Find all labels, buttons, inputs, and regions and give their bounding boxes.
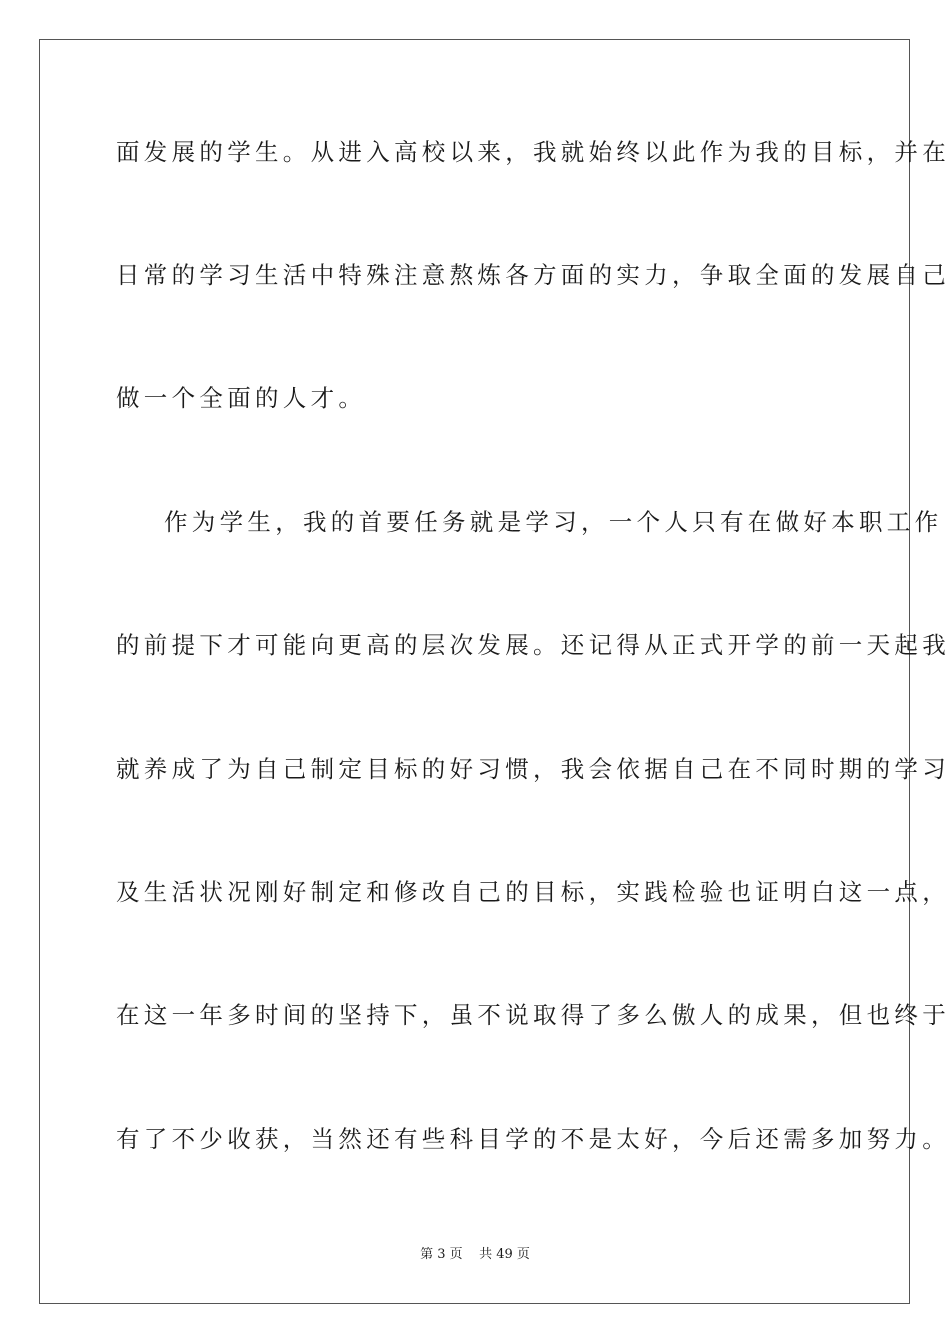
paragraph-line: 就养成了为自己制定目标的好习惯，我会依据自己在不同时期的学习	[116, 755, 950, 783]
paragraph-line: 有了不少收获，当然还有些科目学的不是太好，今后还需多加努力。	[116, 1125, 950, 1153]
paragraph-line: 日常的学习生活中特殊注意熬炼各方面的实力，争取全面的发展自己	[116, 261, 950, 289]
paragraph-line: 及生活状况刚好制定和修改自己的目标，实践检验也证明白这一点，	[116, 878, 950, 906]
page-number: 第 3 页 共 49 页	[420, 1247, 530, 1262]
paragraph-line: 在这一年多时间的坚持下，虽不说取得了多么傲人的成果，但也终于	[116, 1001, 950, 1029]
page-border	[39, 39, 950, 1304]
paragraph-line: 面发展的学生。从进入高校以来，我就始终以此作为我的目标，并在	[116, 138, 950, 166]
paragraph-first-line: 作为学生，我的首要任务就是学习，一个人只有在做好本职工作	[164, 508, 943, 536]
paragraph-line: 的前提下才可能向更高的层次发展。还记得从正式开学的前一天起我	[116, 631, 950, 659]
paragraph-line: 做一个全面的人才。	[116, 384, 367, 412]
